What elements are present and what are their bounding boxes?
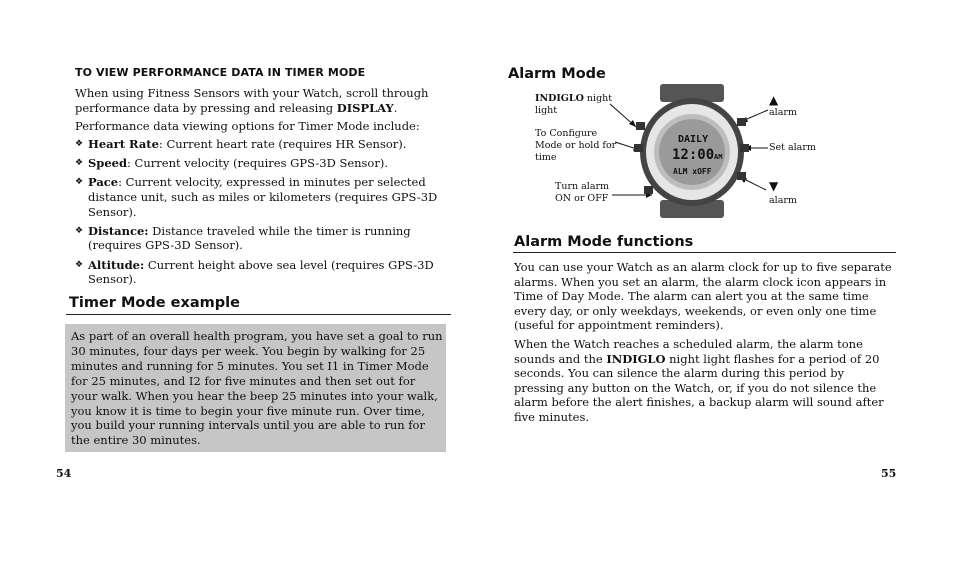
section-heading: TO VIEW PERFORMANCE DATA IN TIMER MODE	[75, 66, 366, 79]
bullet-text: : Current heart rate (requires HR Sensor).	[158, 137, 407, 151]
callout-configure: To Configure Mode or hold for time	[535, 128, 617, 163]
indiglo-button-icon	[636, 122, 645, 130]
list-item	[75, 224, 445, 253]
example-title: Timer Mode example	[69, 295, 240, 311]
arrowhead-icon	[629, 120, 636, 127]
functions-p2-start: When the Watch reaches a scheduled alarm, the alarm tone sounds and the	[514, 337, 863, 366]
callout-down-alarm: alarm	[769, 195, 797, 206]
functions-p2-bold: INDIGLO	[606, 351, 666, 366]
bullet-text: Current height above sea level (requires GPS-3D Sensor).	[88, 257, 434, 287]
diamond-bullet-icon: ❖	[75, 225, 84, 236]
alarm-mode-title: Alarm Mode	[508, 66, 606, 82]
diamond-bullet-icon: ❖	[75, 139, 84, 149]
callout-indiglo-bold: INDIGLO	[535, 93, 584, 104]
display-line2: 12:00	[672, 147, 715, 163]
mode-button-icon	[634, 144, 643, 152]
callout-indiglo	[535, 93, 625, 117]
options-paragraph: Performance data viewing options for Timer Mode include:	[75, 119, 420, 133]
bullet-text: : Current velocity (requires GPS-3D Sensor).	[127, 156, 388, 171]
title-divider	[513, 252, 896, 253]
example-text: As part of an overall health program, you have set a goal to run 30 minutes, four days per week. You begin by walking for 25 minutes and running for 5 minutes. You set I1 in Timer Mode for 25 minutes, and I2 for five minutes and then set out for your walk. When you hear the beep 25 minutes into your walk, you know it is time to begin your five minute run. Over time, you build your running intervals until you are able to run for the entire 30 minutes.	[71, 329, 443, 448]
functions-paragraph-1: You can use your Watch as an alarm clock for up to five separate alarms. When you set an alarm, the alarm clock icon appears in Time of Day Mode. The alarm can alert you at the same time every day, or only weekdays, weekends, or even only one time (useful for appointment reminders).	[514, 260, 892, 333]
down-button-icon	[737, 172, 746, 180]
functions-paragraph-2	[514, 337, 894, 425]
intro-text: When using Fitness Sensors with your Watch, scroll through performance data by pressing and releasing	[75, 86, 429, 115]
callout-up-alarm: alarm	[769, 107, 797, 118]
bullet-term: Distance:	[88, 223, 149, 238]
display-line1: DAILY	[678, 134, 709, 145]
set-button-icon	[740, 144, 749, 152]
bullet-text: Distance traveled while the timer is running (requires GPS-3D Sensor).	[88, 223, 411, 253]
title-divider	[66, 314, 451, 315]
list-item	[75, 156, 445, 171]
page-number-left: 54	[56, 467, 72, 480]
list-item	[75, 258, 445, 287]
diamond-bullet-icon: ❖	[75, 259, 84, 270]
display-line3: ALM xOFF	[673, 167, 712, 176]
list-item	[75, 175, 445, 219]
diamond-bullet-icon: ❖	[75, 158, 84, 169]
callout-set-alarm: Set alarm	[769, 142, 816, 153]
bullet-text: : Current velocity, expressed in minutes per selected distance unit, such as miles or kilometers (requires GPS-3D Sensor).	[88, 175, 438, 219]
up-button-icon	[737, 118, 746, 126]
intro-end: .	[393, 100, 398, 115]
callout-indiglo-rest: night light	[535, 93, 613, 116]
list-item	[75, 137, 445, 152]
functions-p2-end: night light flashes for a period of 20 seconds. You can silence the alarm during this period by pressing any button on the Watch, or, if you do not silence the alarm before the alert finishes, a backup alarm will sound after five minutes.	[514, 351, 884, 424]
bullet-term: Heart Rate	[88, 137, 159, 151]
bullet-term: Speed	[88, 156, 128, 171]
bullet-term: Altitude:	[88, 257, 145, 272]
start-split-button-icon	[644, 186, 653, 194]
intro-paragraph	[75, 86, 445, 115]
callout-turn-alarm: Turn alarm ON or OFF	[555, 181, 610, 204]
options-list	[75, 137, 445, 291]
up-arrow-icon: ▲	[769, 93, 779, 107]
bullet-term: Pace	[88, 175, 119, 190]
diamond-bullet-icon: ❖	[75, 177, 84, 188]
display-button-name: DISPLAY	[336, 100, 394, 115]
alarm-functions-title: Alarm Mode functions	[514, 234, 694, 250]
display-line2-suffix: AM	[714, 153, 723, 161]
watch-diagram	[600, 82, 780, 222]
page-number-right: 55	[881, 467, 897, 480]
down-arrow-icon: ▼	[769, 179, 779, 193]
